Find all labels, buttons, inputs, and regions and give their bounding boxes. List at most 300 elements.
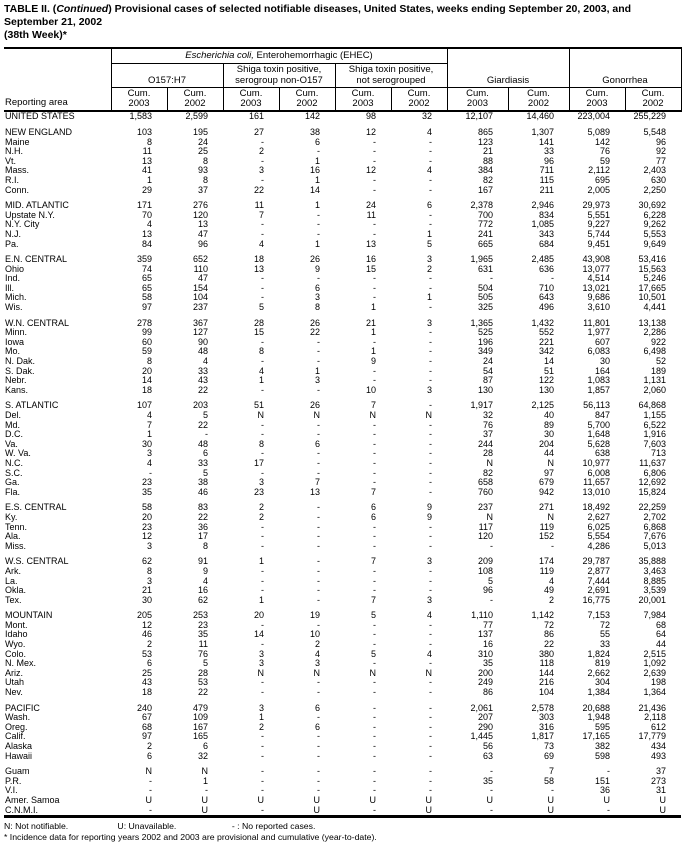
value-cell: 25 <box>141 667 152 678</box>
value-cell: - <box>317 511 320 522</box>
value-cell: 18 <box>253 254 264 265</box>
value-cell: - <box>261 619 264 630</box>
value-cell: 7 <box>258 209 264 220</box>
value-cell: 2,599 <box>185 111 208 122</box>
value-cell: U <box>547 804 554 815</box>
reporting-area-cell: Colo. <box>5 648 27 659</box>
value-cell: 88 <box>482 155 493 166</box>
value-cell: 87 <box>482 375 493 386</box>
value-cell: - <box>317 502 320 513</box>
value-cell: - <box>261 585 264 596</box>
table-body <box>4 111 681 816</box>
value-cell: - <box>373 804 376 815</box>
value-cell: 3 <box>314 375 320 386</box>
incidence-note: * Incidence data for reporting years 2002 and 2003 are provisional and cumulative (year-to-date). <box>4 832 377 843</box>
notifiable-diseases-table <box>4 47 682 818</box>
value-cell: 772 <box>477 219 493 230</box>
value-cell: 33 <box>197 457 208 468</box>
value-cell: U <box>313 804 320 815</box>
reporting-area-cell: Minn. <box>5 327 28 338</box>
table-row <box>4 742 681 752</box>
value-cell: 1 <box>314 365 320 376</box>
value-cell: 8 <box>314 302 320 313</box>
value-cell: 342 <box>538 346 554 357</box>
value-cell: - <box>317 384 320 395</box>
value-cell: 18 <box>141 687 152 698</box>
value-cell: 20,688 <box>582 702 610 713</box>
value-cell: 12 <box>365 165 376 176</box>
value-cell: - <box>429 457 432 468</box>
value-cell: 631 <box>477 263 493 274</box>
value-cell: 98 <box>365 111 376 122</box>
value-cell: 14 <box>141 375 152 386</box>
value-cell: U <box>603 794 610 805</box>
value-cell: 4 <box>146 410 152 420</box>
value-cell: - <box>261 540 264 551</box>
value-cell: - <box>373 750 376 761</box>
reporting-area-cell: Mo. <box>5 346 21 357</box>
value-cell: 26 <box>309 400 320 411</box>
value-cell: - <box>261 687 264 698</box>
value-cell: 5,089 <box>587 126 610 137</box>
reporting-area-cell: MID. ATLANTIC <box>5 200 69 211</box>
value-cell: 14,460 <box>526 111 554 122</box>
value-cell: 11 <box>198 639 208 650</box>
value-cell: 15 <box>253 327 264 338</box>
value-cell: 24 <box>365 200 376 211</box>
value-cell: 17 <box>197 531 208 542</box>
value-cell: 30,692 <box>638 200 667 211</box>
value-cell: 30 <box>543 429 554 440</box>
value-cell: - <box>607 766 610 777</box>
value-cell: - <box>373 521 376 532</box>
value-cell: 117 <box>478 521 493 532</box>
value-cell: 69 <box>543 750 554 761</box>
reporting-area-cell: E.S. CENTRAL <box>5 502 67 513</box>
value-cell: 2 <box>426 263 432 274</box>
value-cell: 8 <box>202 540 208 551</box>
value-cell: 711 <box>539 165 554 176</box>
value-cell: U <box>201 804 208 815</box>
value-cell: 13 <box>141 228 152 239</box>
value-cell: 12 <box>365 126 376 137</box>
value-cell: - <box>261 766 264 777</box>
value-cell: 28 <box>197 667 208 678</box>
giardiasis-group-header: Giardiasis <box>447 48 569 88</box>
reporting-area-cell: Del. <box>5 410 22 420</box>
value-cell: - <box>261 336 264 347</box>
value-cell: 2,403 <box>643 165 667 176</box>
value-cell: 2 <box>314 639 320 650</box>
reporting-area-cell: Iowa <box>5 336 25 347</box>
value-cell: 2,118 <box>644 712 667 723</box>
value-cell: 710 <box>538 282 554 293</box>
value-cell: 303 <box>538 712 554 723</box>
value-cell: 32 <box>482 410 493 420</box>
value-cell: 552 <box>538 327 554 338</box>
value-cell: 2,485 <box>531 254 554 265</box>
value-cell: 11,801 <box>583 317 610 328</box>
value-cell: 53 <box>141 648 152 659</box>
table-row <box>4 440 681 450</box>
table-row <box>4 532 681 542</box>
value-cell: 6 <box>314 136 320 147</box>
value-cell: 1,110 <box>471 610 493 621</box>
value-cell: 47 <box>197 228 208 239</box>
header-row-groups <box>4 48 681 64</box>
value-cell: 3 <box>314 658 320 669</box>
reporting-area-cell: N. Dak. <box>5 356 36 367</box>
reporting-area-cell: Tenn. <box>5 521 28 532</box>
table-row <box>4 430 681 440</box>
table-row <box>4 567 681 577</box>
value-cell: 82 <box>482 467 493 478</box>
value-cell: 1 <box>258 594 264 605</box>
value-cell: - <box>149 785 152 796</box>
value-cell: 43 <box>197 375 208 386</box>
value-cell: 16,775 <box>582 594 610 605</box>
legend-no-reported-cases: - : No reported cases. <box>231 821 316 832</box>
value-cell: 62 <box>141 556 152 567</box>
value-cell: 1,142 <box>531 610 554 621</box>
value-cell: - <box>261 521 264 532</box>
value-cell: 36 <box>197 521 208 532</box>
value-cell: 30 <box>141 594 152 605</box>
value-cell: 127 <box>192 327 208 338</box>
value-cell: 253 <box>192 610 208 621</box>
value-cell: - <box>373 292 376 303</box>
value-cell: - <box>317 419 320 430</box>
value-cell: 2,112 <box>588 165 610 176</box>
value-cell: 204 <box>538 438 554 449</box>
table-row <box>4 357 681 367</box>
reporting-area-cell: W.N. CENTRAL <box>5 317 70 328</box>
value-cell: 5,553 <box>643 228 667 239</box>
table-row <box>4 186 681 196</box>
value-cell: U <box>425 804 432 815</box>
value-cell: 9 <box>426 511 432 522</box>
value-cell: 58 <box>141 292 152 303</box>
value-cell: - <box>317 273 320 284</box>
value-cell: N <box>369 410 376 420</box>
reporting-area-cell: MOUNTAIN <box>5 610 53 621</box>
value-cell: 25 <box>197 146 208 157</box>
value-cell: 13 <box>253 263 264 274</box>
value-cell: 5,554 <box>587 531 610 542</box>
value-cell: 29,787 <box>582 556 610 567</box>
value-cell: - <box>317 575 320 586</box>
value-cell: 2,627 <box>587 511 610 522</box>
reporting-area-cell: Upstate N.Y. <box>5 209 55 220</box>
value-cell: 6 <box>314 702 320 713</box>
value-cell: 1,445 <box>470 731 493 742</box>
value-cell: U <box>257 794 264 805</box>
value-cell: U <box>145 794 152 805</box>
value-cell: 612 <box>650 721 667 732</box>
value-cell: 9 <box>426 502 432 513</box>
value-cell: 5 <box>258 302 264 313</box>
value-cell: 96 <box>482 585 493 596</box>
table-row <box>4 157 681 167</box>
value-cell: - <box>429 336 432 347</box>
value-cell: 1,965 <box>470 254 493 265</box>
table-row <box>4 211 681 221</box>
value-cell: - <box>149 804 152 815</box>
value-cell: 142 <box>594 136 610 147</box>
reporting-area-cell: Ala. <box>5 531 21 542</box>
value-cell: 598 <box>594 750 610 761</box>
value-cell: 658 <box>477 477 493 488</box>
value-cell: - <box>261 228 264 239</box>
value-cell: 13 <box>365 238 376 249</box>
value-cell: - <box>261 174 264 185</box>
value-cell: 4 <box>258 365 264 376</box>
value-cell: 11 <box>254 200 264 211</box>
value-cell: - <box>373 375 376 386</box>
value-cell: U <box>659 794 667 805</box>
table-row <box>4 347 681 357</box>
value-cell: 205 <box>136 610 152 621</box>
value-cell: - <box>373 365 376 376</box>
reporting-area-cell: Alaska <box>5 741 33 751</box>
table-row <box>4 542 681 552</box>
value-cell: - <box>429 477 432 488</box>
value-cell: - <box>373 448 376 459</box>
value-cell: - <box>317 585 320 596</box>
value-cell: U <box>425 794 432 805</box>
value-cell: 21,436 <box>638 702 667 713</box>
value-cell: 167 <box>477 184 493 195</box>
value-cell: - <box>373 174 376 185</box>
col-header-cum-2002: Cum. 2002 <box>391 88 447 112</box>
table-row <box>4 659 681 669</box>
value-cell: - <box>373 136 376 147</box>
value-cell: 161 <box>248 111 264 122</box>
value-cell: 119 <box>539 521 554 532</box>
table-row <box>4 386 681 396</box>
value-cell: 97 <box>141 302 152 313</box>
value-cell: 4,441 <box>643 302 667 313</box>
reporting-area-cell: UNITED STATES <box>5 111 75 122</box>
value-cell: - <box>490 594 493 605</box>
value-cell: 7,603 <box>643 438 667 449</box>
value-cell: 22,259 <box>638 502 667 513</box>
value-cell: 44 <box>543 448 554 459</box>
value-cell: 64,868 <box>638 400 667 411</box>
table-row <box>4 796 681 806</box>
value-cell: - <box>317 346 320 357</box>
value-cell: 2 <box>258 511 264 522</box>
value-cell: 3,463 <box>643 565 667 576</box>
value-cell: - <box>373 531 376 542</box>
value-cell: 9 <box>370 356 376 367</box>
value-cell: 48 <box>197 346 208 357</box>
value-cell: 43 <box>141 677 152 688</box>
value-cell: 6 <box>370 511 376 522</box>
value-cell: 2,005 <box>587 184 610 195</box>
value-cell: - <box>317 457 320 468</box>
value-cell: 26 <box>309 317 320 328</box>
value-cell: 67 <box>141 712 152 723</box>
value-cell: 1,365 <box>470 317 493 328</box>
value-cell: 636 <box>538 263 554 274</box>
value-cell: - <box>373 775 376 786</box>
table-row <box>4 806 681 817</box>
value-cell: 174 <box>538 556 554 567</box>
value-cell: 16 <box>365 254 376 265</box>
value-cell: - <box>429 174 432 185</box>
value-cell: N <box>313 410 320 420</box>
value-cell: 30 <box>141 438 152 449</box>
value-cell: 2,702 <box>643 511 667 522</box>
value-cell: - <box>429 785 432 796</box>
value-cell: 74 <box>141 263 152 274</box>
value-cell: - <box>317 741 320 751</box>
value-cell: - <box>373 619 376 630</box>
value-cell: 505 <box>477 292 493 303</box>
value-cell: 17,779 <box>638 731 667 742</box>
value-cell: - <box>373 766 376 777</box>
value-cell: 434 <box>650 741 667 751</box>
value-cell: - <box>373 721 376 732</box>
value-cell: 1,583 <box>129 111 152 122</box>
value-cell: 249 <box>477 677 493 688</box>
reporting-area-cell: Calif. <box>5 731 26 742</box>
value-cell: 16 <box>197 585 208 596</box>
value-cell: 3 <box>146 540 152 551</box>
value-cell: 68 <box>141 721 152 732</box>
table-row <box>4 284 681 294</box>
value-cell: - <box>317 712 320 723</box>
table-row <box>4 421 681 431</box>
value-cell: 479 <box>192 702 208 713</box>
table-row <box>4 713 681 723</box>
value-cell: 33 <box>197 365 208 376</box>
subheader-o157h7: O157:H7 <box>111 64 223 88</box>
value-cell: - <box>373 228 376 239</box>
value-cell: - <box>429 775 432 786</box>
value-cell: 65 <box>141 273 152 284</box>
value-cell: 9,686 <box>587 292 610 303</box>
value-cell: 684 <box>538 238 554 249</box>
value-cell: 1 <box>314 155 320 166</box>
value-cell: 22 <box>197 511 208 522</box>
value-cell: - <box>317 750 320 761</box>
value-cell: 151 <box>594 775 610 786</box>
value-cell: 3 <box>426 317 432 328</box>
value-cell: - <box>149 467 152 478</box>
value-cell: 819 <box>594 658 610 669</box>
value-cell: 24 <box>197 136 208 147</box>
value-cell: 7 <box>314 477 320 488</box>
value-cell: - <box>261 356 264 367</box>
value-cell: - <box>261 677 264 688</box>
value-cell: - <box>317 146 320 157</box>
value-cell: 14 <box>309 184 320 195</box>
table-row <box>4 240 681 250</box>
value-cell: 3 <box>314 292 320 303</box>
value-cell: 4 <box>426 126 432 137</box>
value-cell: 343 <box>538 228 554 239</box>
reporting-area-cell: Pa. <box>5 238 19 249</box>
value-cell: - <box>261 531 264 542</box>
table-row <box>4 220 681 230</box>
value-cell: 11,637 <box>639 457 667 468</box>
value-cell: 203 <box>192 400 208 411</box>
value-cell: 4 <box>314 648 320 659</box>
value-cell: - <box>317 219 320 230</box>
value-cell: 15,824 <box>638 486 667 497</box>
reporting-area-cell: Mont. <box>5 619 28 630</box>
value-cell: 7,676 <box>643 531 667 542</box>
value-cell: 27 <box>253 126 264 137</box>
value-cell: - <box>490 273 493 284</box>
reporting-area-cell: E.N. CENTRAL <box>5 254 68 265</box>
value-cell: - <box>429 687 432 698</box>
value-cell: 2,639 <box>643 667 667 678</box>
value-cell: U <box>369 794 376 805</box>
table-row <box>4 459 681 469</box>
value-cell: - <box>429 486 432 497</box>
value-cell: 2,946 <box>531 200 554 211</box>
value-cell: - <box>373 712 376 723</box>
value-cell: - <box>373 219 376 230</box>
table-row <box>4 704 681 714</box>
value-cell: 2 <box>258 502 264 513</box>
value-cell: 22 <box>309 327 320 338</box>
value-cell: 6 <box>202 741 208 751</box>
value-cell: 23 <box>141 521 152 532</box>
value-cell: - <box>429 702 432 713</box>
value-cell: - <box>261 292 264 303</box>
reporting-area-cell: W.S. CENTRAL <box>5 556 69 567</box>
value-cell: 32 <box>421 111 432 122</box>
value-cell: 14 <box>543 356 554 367</box>
table-row <box>4 274 681 284</box>
value-cell: 77 <box>656 155 667 166</box>
value-cell: 13,077 <box>582 263 610 274</box>
reporting-area-cell: C.N.M.I. <box>5 804 38 815</box>
table-row <box>4 166 681 176</box>
legend-unavailable: U: Unavailable. <box>117 821 177 832</box>
value-cell: 48 <box>197 438 208 449</box>
value-cell: 5,548 <box>643 126 667 137</box>
value-cell: 4 <box>426 610 432 621</box>
value-cell: 54 <box>482 365 493 376</box>
value-cell: 1,917 <box>470 400 493 411</box>
value-cell: - <box>429 419 432 430</box>
value-cell: - <box>373 575 376 586</box>
value-cell: 119 <box>539 565 554 576</box>
value-cell: 31 <box>656 785 667 796</box>
value-cell: - <box>261 775 264 786</box>
value-cell: 35 <box>141 486 152 497</box>
value-cell: 72 <box>543 619 554 630</box>
value-cell: 3 <box>146 575 152 586</box>
value-cell: 11 <box>142 146 152 157</box>
value-cell: 10,501 <box>638 292 667 303</box>
value-cell: - <box>429 302 432 313</box>
value-cell: 760 <box>477 486 493 497</box>
value-cell: 6,025 <box>587 521 610 532</box>
value-cell: 6 <box>426 200 432 211</box>
table-row <box>4 688 681 698</box>
value-cell: 3 <box>258 165 264 176</box>
value-cell: 8 <box>258 346 264 357</box>
value-cell: 99 <box>141 327 152 338</box>
col-header-cum-2002: Cum. 2002 <box>508 88 569 112</box>
value-cell: 41 <box>141 165 152 176</box>
